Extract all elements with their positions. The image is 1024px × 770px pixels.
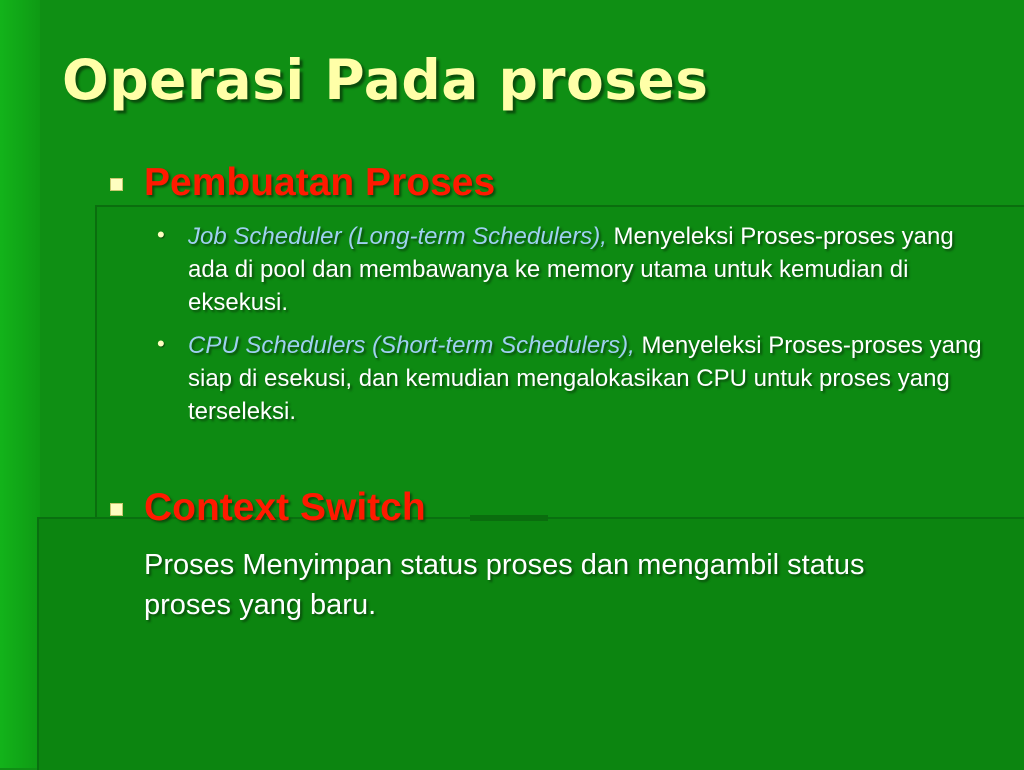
square-bullet-icon <box>110 503 123 516</box>
term-job-scheduler: Job Scheduler (Long-term Schedulers), <box>188 223 607 250</box>
list-item-job-scheduler <box>188 220 988 319</box>
description-job-scheduler: Menyeleksi Proses-proses yang ada di pool dan membawanya ke memory utama untuk kemudian di eksekusi. <box>188 223 954 316</box>
bullet-dot-icon: • <box>157 331 165 356</box>
background-left-strip <box>0 0 40 768</box>
context-switch-description: Proses Menyimpan status proses dan mengambil status proses yang baru. <box>144 549 865 621</box>
section-heading-context-switch: Context Switch <box>144 486 426 529</box>
term-cpu-scheduler: CPU Schedulers (Short-term Schedulers), <box>188 332 635 359</box>
square-bullet-icon <box>110 178 123 191</box>
description-cpu-scheduler: Menyeleksi Proses-proses yang siap di esekusi, dan kemudian mengalokasikan CPU untuk proses yang terseleksi. <box>188 332 982 425</box>
background-accent-bar <box>470 515 548 521</box>
slide-title: Operasi Pada proses <box>62 48 709 112</box>
bullet-dot-icon: • <box>157 222 165 247</box>
list-item-cpu-scheduler <box>188 329 988 428</box>
section-heading-pembuatan-proses: Pembuatan Proses <box>144 161 496 204</box>
